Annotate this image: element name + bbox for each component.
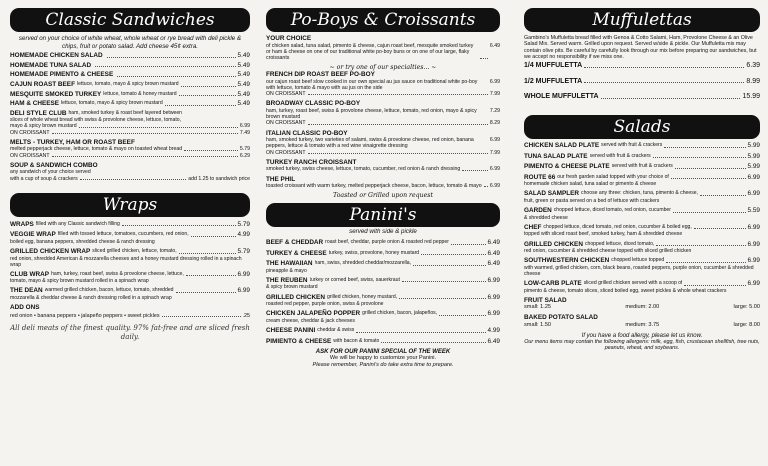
item-price: 5.49	[237, 61, 250, 69]
classic-list	[10, 52, 250, 108]
croissant-price: 8.29	[489, 120, 500, 127]
item-extra: & shredded cheese	[524, 214, 568, 221]
item-desc: ham, turkey, roast beef, swiss & provolone cheese, lettuce,	[51, 270, 184, 277]
leader-dots	[653, 157, 746, 158]
panini-special: ASK FOR OUR PANINI SPECIAL OF THE WEEK	[315, 349, 451, 356]
item-name: HOMEMADE TUNA SALAD	[10, 61, 92, 69]
item-price: 6.99	[489, 166, 500, 173]
leader-dots	[413, 265, 485, 266]
item-price: 6.39	[746, 62, 760, 70]
menu-item	[10, 71, 250, 79]
leader-dots	[601, 98, 741, 99]
menu-item	[524, 257, 760, 265]
item-extra: red onion, shredded American & mozzarella cheeses and a honey mustard dressing rolled in a spinach wrap	[10, 255, 242, 268]
item-desc: served with fruit & crackers	[601, 141, 663, 148]
item-desc: sliced grilled chicken served with a scoop of	[583, 279, 683, 286]
item-desc: grilled chicken, bacon, jalapeños,	[362, 310, 438, 317]
menu-item	[10, 81, 250, 89]
item-extra: cream cheese, cheddar & jack cheeses	[266, 317, 355, 324]
item-price: 6.49	[487, 239, 500, 246]
item-name: WRAPS	[10, 220, 34, 228]
item-price: 6.99	[747, 173, 760, 181]
item-price: 5.79	[237, 248, 250, 256]
item-name: LOW-CARB PLATE	[524, 279, 582, 287]
leader-dots	[179, 95, 236, 96]
panini-item	[266, 310, 500, 324]
item-desc: roast beef, cheddar, purple onion & roasted red pepper	[325, 239, 449, 245]
item-price: 7.29	[489, 108, 500, 114]
menu-item	[524, 142, 760, 150]
item-desc: lettuce, tomato, mayo & spicy brown mustard	[76, 80, 179, 87]
deli-style-club: DELI STYLE CLUB ham, smoked turkey & roast beef layered between slices of whole wheat bread with swiss & provolone cheese, lettuce, tomato, mayo & spicy brown mustard 6.99 ON CROISSANT 7.49	[10, 109, 250, 136]
item-price: 5.79	[237, 220, 250, 228]
menu-item	[524, 93, 760, 101]
allergy-note: If you have a food allergy, please let us know.	[581, 332, 703, 339]
item-name: TURKEY RANCH CROISSANT	[266, 158, 357, 166]
salad-item	[524, 153, 760, 161]
poboy-item	[266, 176, 500, 190]
leader-dots	[439, 315, 485, 316]
soup-sandwich-combo: SOUP & SANDWICH COMBO any sandwich of your choice served with a cup of soup & crackers add 1.25 to sandwich price	[10, 161, 250, 182]
leader-dots	[179, 253, 236, 254]
menu-item	[524, 153, 760, 161]
item-name: HOMEMADE CHICKEN SALAD	[10, 52, 103, 60]
item-price: 5.59	[747, 207, 760, 215]
panini-banner: Panini's	[266, 203, 500, 227]
leader-dots	[191, 236, 236, 237]
leader-dots	[664, 147, 745, 148]
leader-dots	[117, 76, 235, 77]
leader-dots	[402, 281, 486, 282]
item-price: 5.99	[747, 141, 760, 149]
item-extra: boiled egg, banana peppers, shredded cheese & ranch dressing	[10, 238, 155, 245]
item-name: GRILLED CHICKEN	[524, 240, 583, 248]
item-name: THE DEAN	[10, 287, 43, 295]
salad-item	[524, 174, 760, 188]
menu-item	[10, 52, 250, 60]
item-name: HAM & CHEESE	[10, 100, 60, 108]
salad-item	[524, 224, 760, 238]
leader-dots	[675, 168, 746, 169]
item-price: 6.49	[487, 260, 500, 268]
item-name: ROUTE 66	[524, 173, 556, 181]
toasted-note: Toasted or Grilled upon request	[333, 192, 433, 200]
salad-item	[524, 280, 760, 294]
item-desc: smoked turkey, swiss cheese, lettuce, tomato, cucumber, red onion & ranch dressing	[266, 166, 461, 173]
croissant-option	[266, 120, 500, 126]
leader-dots	[95, 66, 235, 67]
fruit-salad: FRUIT SALAD small: 1.25 medium: 2.00 large: 5.00	[524, 296, 760, 311]
muff-list	[524, 62, 760, 101]
item-extra: fruit, green or pasta served on a bed of lettuce with crackers	[524, 198, 660, 205]
item-desc: grilled chicken, honey mustard,	[326, 293, 398, 300]
item-desc-line	[266, 137, 500, 149]
leader-dots	[584, 82, 744, 83]
item-desc: our fresh garden salad topped with your choice of	[557, 173, 669, 180]
item-name: CLUB WRAP	[10, 270, 50, 278]
item-desc: turkey or corned beef, swiss, sauerkraut	[309, 276, 400, 283]
item-name: PIMIENTO & CHEESE	[266, 337, 332, 345]
panini-item	[266, 338, 500, 346]
menu-item	[266, 239, 500, 247]
item-name: GRILLED CHICKEN WRAP	[10, 248, 91, 256]
item-name: PIMENTO & CHEESE PLATE	[524, 163, 610, 171]
leader-dots	[700, 195, 746, 196]
item-name: CAJUN ROAST BEEF	[10, 80, 75, 88]
item-name: TUNA SALAD PLATE	[524, 152, 588, 160]
item-extra: pineapple & mayo	[266, 267, 307, 274]
item-name: 1/2 MUFFULETTA	[524, 77, 583, 85]
item-desc: turkey, swiss, provolone, honey mustard	[328, 249, 420, 256]
item-desc: toasted croissant with warm turkey, melted pepperjack cheese, bacon, lettuce, tomato & mayo	[266, 183, 482, 190]
item-desc: chopped lettuce, diced tomato,	[584, 240, 655, 247]
item-name: CHICKEN SALAD PLATE	[524, 141, 600, 149]
salad-item	[524, 163, 760, 171]
panini-item	[266, 239, 500, 247]
item-price: 6.99	[747, 190, 760, 198]
item-price: 6.99	[487, 276, 500, 284]
menu-item	[10, 231, 250, 239]
item-head	[266, 176, 500, 184]
item-price: 6.99	[747, 223, 760, 231]
leader-dots	[484, 183, 488, 187]
item-desc: filled with any Classic sandwich filling	[35, 220, 120, 227]
item-name: WHOLE MUFFULETTA	[524, 93, 599, 101]
item-extra: with warmed, grilled chicken, corn, black beans, roasted peppers, purple onion, cucumber & shredded cheese	[524, 264, 754, 277]
classic-intro: served on your choice of white wheat, whole wheat or rye bread with deli pickle & chips, fruit or potato salad. Add cheese 45¢ extra.	[18, 35, 242, 50]
poboys-banner: Po-Boys & Croissants	[266, 8, 500, 32]
croissant-label: ON CROISSANT	[266, 91, 306, 98]
leader-dots	[176, 292, 236, 293]
leader-dots	[181, 86, 236, 87]
wrap-item	[10, 248, 250, 268]
wraps-list	[10, 221, 250, 301]
leader-dots	[694, 228, 746, 229]
item-extra: tomato, mayo & spicy brown mustard rolled in a spinach wrap	[10, 278, 149, 285]
menu-item	[10, 100, 250, 108]
item-desc: ham, swiss, shredded cheddar/mozzarella,	[314, 260, 412, 267]
croissant-label: ON CROISSANT	[266, 149, 306, 156]
item-name: BEEF & CHEDDAR	[266, 239, 324, 246]
poboy-item	[266, 159, 500, 173]
item-price: 5.49	[237, 100, 250, 108]
item-extra: topped with sliced roast beef, smoked turkey, ham & shredded cheese	[524, 231, 683, 238]
salad-item	[524, 241, 760, 255]
item-desc: chopped lettuce topped	[611, 257, 665, 264]
menu-item	[524, 190, 760, 198]
item-extra: homemade chicken salad, tuna salad or pimento & cheese	[524, 181, 657, 188]
salad-item	[524, 207, 760, 221]
item-extra: red onion, cucumber & shredded cheese topped with sliced grilled chicken	[524, 248, 692, 255]
croissant-price: 7.99	[489, 91, 500, 98]
menu-item	[266, 277, 500, 285]
menu-item	[10, 91, 250, 99]
item-price: 6.99	[237, 287, 250, 295]
salad-item	[524, 257, 760, 277]
item-desc: sliced grilled chicken, lettuce, tomato,	[92, 248, 177, 255]
item-price: 5.49	[237, 52, 250, 60]
item-desc: served with fruit & crackers	[611, 163, 673, 170]
item-price: 6.99	[489, 137, 500, 144]
item-desc: warmed grilled chicken, bacon, lettuce, tomato, shredded	[44, 287, 174, 294]
allergen-list: Our menu items may contain the following allergens: milk, egg, fish, crustacean shellfish, tree nuts, peanuts, wheat, and soybeans.	[524, 338, 760, 352]
menu-item	[266, 250, 500, 258]
item-name: TURKEY & CHEESE	[266, 249, 327, 257]
item-name: SALAD SAMPLER	[524, 190, 580, 198]
menu-item	[266, 310, 500, 318]
item-name: HOMEMADE PIMENTO & CHEESE	[10, 71, 114, 79]
leader-dots	[356, 332, 485, 333]
item-desc: cheddar & swiss	[317, 326, 355, 333]
specialties-note: ~ or try one of our specialties... ~	[329, 64, 437, 72]
menu-item	[10, 248, 250, 256]
classic-sandwiches-banner: Classic Sandwiches	[10, 8, 250, 32]
salads-list	[524, 142, 760, 294]
item-price: 6.49	[487, 337, 500, 345]
item-price: 8.99	[746, 77, 760, 85]
baked-potato-salad: BAKED POTATO SALAD small: 1.50 medium: 3.75 large: 8.00	[524, 314, 760, 328]
panini-item	[266, 327, 500, 335]
item-price: 5.99	[747, 163, 760, 171]
leader-dots	[671, 178, 746, 179]
menu-item	[524, 207, 760, 215]
menu-item	[266, 294, 500, 302]
item-price: 6.99	[489, 183, 500, 190]
item-desc: choose any three: chicken, tuna, pimento & cheese,	[581, 190, 698, 197]
item-price: 6.49	[487, 249, 500, 257]
item-head	[266, 159, 500, 167]
menu-item	[10, 221, 250, 229]
salads-banner: Salads	[524, 115, 760, 139]
panini-item	[266, 250, 500, 258]
menu-item	[524, 280, 760, 288]
poboys-list	[266, 71, 500, 189]
leader-dots	[308, 120, 488, 124]
item-desc: ham, smoked turkey, two varieties of salami, swiss & provolone cheese, red onion, banana peppers, lettuce & tomato with a red wine vinaigrette dressing	[266, 137, 474, 150]
item-name: MESQUITE SMOKED TURKEY	[10, 90, 102, 98]
croissant-label: ON CROISSANT	[266, 120, 306, 127]
muffulettas-banner: Muffulettas	[524, 8, 760, 32]
add-ons: ADD ONS	[10, 304, 40, 312]
leader-dots	[107, 57, 236, 58]
poboy-item	[266, 100, 500, 126]
salad-item	[524, 142, 760, 150]
panini-item	[266, 294, 500, 308]
croissant-option	[266, 91, 500, 97]
leader-dots	[308, 150, 488, 154]
item-name: THE REUBEN	[266, 276, 308, 284]
menu-item	[10, 62, 250, 70]
wrap-item	[10, 287, 250, 301]
column-poboys-panini	[266, 0, 500, 369]
poboy-item	[266, 71, 500, 97]
leader-dots	[399, 298, 485, 299]
item-name: VEGGIE WRAP	[10, 231, 56, 239]
item-desc-line	[266, 79, 500, 91]
menu-item	[524, 78, 760, 86]
item-price: 6.99	[487, 310, 500, 318]
poboy-item	[266, 130, 500, 156]
item-price: 5.49	[237, 90, 250, 98]
panini-item	[266, 277, 500, 291]
wraps-banner: Wraps	[10, 193, 250, 217]
salad-item	[524, 190, 760, 204]
item-desc: lettuce, tomato, mayo & spicy brown mustard	[61, 100, 163, 107]
item-extra: roasted red pepper, purple onion, swiss & provolone	[266, 301, 384, 308]
melts: MELTS - TURKEY, HAM OR ROAST BEEF melted pepperjack cheese, lettuce, tomato & mayo on toasted wheat bread 5.79 ON CROISSANT 6.29	[10, 138, 250, 159]
menu-item	[10, 287, 250, 295]
leader-dots	[308, 91, 488, 95]
leader-dots	[381, 342, 485, 343]
panini-item	[266, 260, 500, 274]
item-name: THE PHIL	[266, 175, 296, 183]
menu-item	[266, 260, 500, 268]
item-extra: mozzarella & cheddar cheese & ranch dressing rolled in a spinach wrap	[10, 295, 172, 302]
item-name: FRENCH DIP ROAST BEEF PO-BOY	[266, 71, 375, 79]
item-head	[266, 100, 500, 108]
leader-dots	[451, 244, 486, 245]
item-name: BROADWAY CLASSIC PO-BOY	[266, 100, 361, 108]
item-desc-line	[266, 183, 500, 189]
leader-dots	[584, 67, 744, 68]
item-desc-line	[266, 166, 500, 172]
item-price: 5.49	[237, 71, 250, 79]
item-head	[266, 130, 500, 138]
item-desc: filled with tossed lettuce, tomatoes, cucumbers, red onion,	[57, 231, 189, 238]
item-price: 5.99	[747, 152, 760, 160]
item-name: CHEF	[524, 223, 542, 231]
column-classic-wraps: Classic Sandwiches served on your choice of white wheat, whole wheat or rye bread with deli pickle & chips, fruit or potato salad. Add cheese 45¢ extra. HOMEMADE CHICKEN SALAD 5.49 HOMEMADE TUNA SALAD 5.49 HOMEMADE PIMENTO & CHEESE 5.49 CAJUN ROAST BEEF lettuce, tomato, mayo & spicy brown mustard 5.49 MESQUITE SMOKED TURKEY lettuce, tomato & honey mustard 5.49 HAM & CHEESE lettuce, tomato, mayo & spicy brown mustard 5.49 DELI STYLE CLUB ham, smoked turkey & roast beef layered between slices of whole wheat bread with swiss & provolone cheese, lettuce, tomato, mayo & spicy brown mustard 6.99 ON CROISSANT 7.49 MELTS - TURKEY, HAM OR ROAST BEEF melted pepperjack cheese, lettuce, tomato & mayo on toasted wheat bread 5.79 ON CROISSANT 6.29 SOUP & SANDWICH COMBO any sandwich of your choice served with a cup of soup & crackers add 1.25 to sandwich price Wraps WRAPS filled with any Classic sandwich filling 5.79 VEGGIE WRAP filled with tossed lettuce, tomatoes, cucumbers, red onion, 4.99 boiled egg, banana peppers, shredded cheese & ranch dressing GRILLED CHICKEN WRAP sliced grilled chicken, lettuce, tomato, 5.79 red onion, shredded American & mozzarella cheeses and a honey mustard dressing rolled in a spinach wrap CLUB WRAP ham, turkey, roast beef, swiss & provolone cheese, lettuce, 6.99 tomato, mayo & spicy brown mustard rolled in a spinach wrap THE DEAN warmed grilled chicken, bacon, lettuce, tomato, shredded 6.99 mozzarella & cheddar cheese & ranch dressing rolled in a spinach wrap ADD ONS red onion • banana peppers • jalapeño peppers • sweet pickles .25 All deli meats of the finest quality. 97% fat-free and are sliced fresh daily.	[10, 10, 250, 341]
item-desc: chopped lettuce, diced tomato, red onion, cucumber & boiled egg,	[543, 223, 692, 230]
item-extra: pimento & cheese, tomato slices, sliced boiled egg, sweet pickles & whole wheat crackers	[524, 287, 727, 294]
item-desc: our cajun roast beef slow cooked in our own special au jus sauce on traditional white po-boy with lettuce, tomato & mayo with au jus on the side	[266, 78, 478, 91]
item-head	[266, 71, 500, 79]
item-price: 6.99	[489, 78, 500, 85]
item-desc: lettuce, tomato & honey mustard	[103, 90, 177, 97]
leader-dots	[462, 166, 488, 170]
leader-dots	[421, 254, 485, 255]
item-desc: ham, turkey, roast beef, swiss & provolone cheese, lettuce, tomato, red onion, mayo & spicy brown mustard	[266, 108, 477, 121]
menu-item	[524, 163, 760, 171]
leader-dots	[684, 285, 745, 286]
wrap-item	[10, 231, 250, 245]
item-price: 5.49	[237, 80, 250, 88]
panini-sub: served with side & pickle	[349, 228, 417, 236]
leader-dots	[656, 245, 745, 246]
leader-dots	[165, 105, 236, 106]
column-muffulettas-salads	[524, 0, 760, 352]
panini-list	[266, 239, 500, 345]
item-price: 6.99	[237, 270, 250, 278]
item-name: GRILLED CHICKEN	[266, 293, 325, 301]
panini-note2: Please remember, Panini's do take extra time to prepare.	[312, 362, 454, 369]
item-name: 1/4 MUFFULETTA	[524, 62, 583, 70]
item-name: CHEESE PANINI	[266, 326, 316, 334]
menu-item	[266, 327, 500, 335]
menu-item	[10, 271, 250, 279]
croissant-option	[266, 150, 500, 156]
leader-dots	[673, 212, 746, 213]
item-price: 6.99	[747, 279, 760, 287]
croissant-price: 7.99	[489, 149, 500, 156]
item-price: 4.99	[487, 326, 500, 334]
wrap-item	[10, 271, 250, 285]
leader-dots	[186, 275, 236, 276]
menu-item	[524, 241, 760, 249]
item-name: ITALIAN CLASSIC PO-BOY	[266, 129, 348, 137]
wrap-item	[10, 221, 250, 229]
menu-item	[524, 174, 760, 182]
item-price: 6.99	[747, 257, 760, 265]
item-price: 4.99	[237, 231, 250, 239]
panini-note1: We will be happy to customize your Panini.	[329, 355, 437, 362]
muffuletta-intro: Gambino's Muffuletta bread filled with Genoa & Cotto Salami, Ham, Provolone Cheese & an Olive Salad Mix. Served warm. Grilled upon request. Served w/side & pickle. Our Muffuletta mix may contain olive pits. Be careful by carefully look through our mix before preparing our sandwiches, but we accept no responsibility if we miss one.	[524, 35, 757, 60]
item-desc: with bacon & tomato	[333, 337, 380, 344]
item-name: THE HAWAIIAN	[266, 260, 313, 268]
item-extra: & spicy brown mustard	[266, 284, 318, 291]
item-desc-line	[266, 108, 500, 120]
item-price: 6.99	[487, 293, 500, 301]
menu-item	[524, 224, 760, 232]
leader-dots	[666, 262, 745, 263]
item-name: GARDEN	[524, 207, 552, 215]
item-name: SOUTHWESTERN CHICKEN	[524, 257, 610, 265]
item-desc: served with fruit & crackers	[589, 152, 651, 159]
leader-dots	[122, 225, 236, 226]
menu-item	[524, 62, 760, 70]
your-choice: YOUR CHOICE of chicken salad, tuna salad, pimento & cheese, cajun roast beef, mesquite smoked turkey or ham & cheese on one of our traditional white po-boy buns or on one of our large, flaky croissants 6.49	[266, 35, 500, 61]
item-name: CHICKEN JALAPEÑO POPPER	[266, 310, 361, 318]
menu-item	[266, 338, 500, 346]
item-price: 6.99	[747, 240, 760, 248]
item-price: 15.99	[742, 93, 760, 101]
wraps-footer: All deli meats of the finest quality. 97% fat-free and are sliced fresh daily.	[10, 323, 250, 341]
item-desc: chopped lettuce, diced tomato, red onion, cucumber	[553, 207, 671, 214]
